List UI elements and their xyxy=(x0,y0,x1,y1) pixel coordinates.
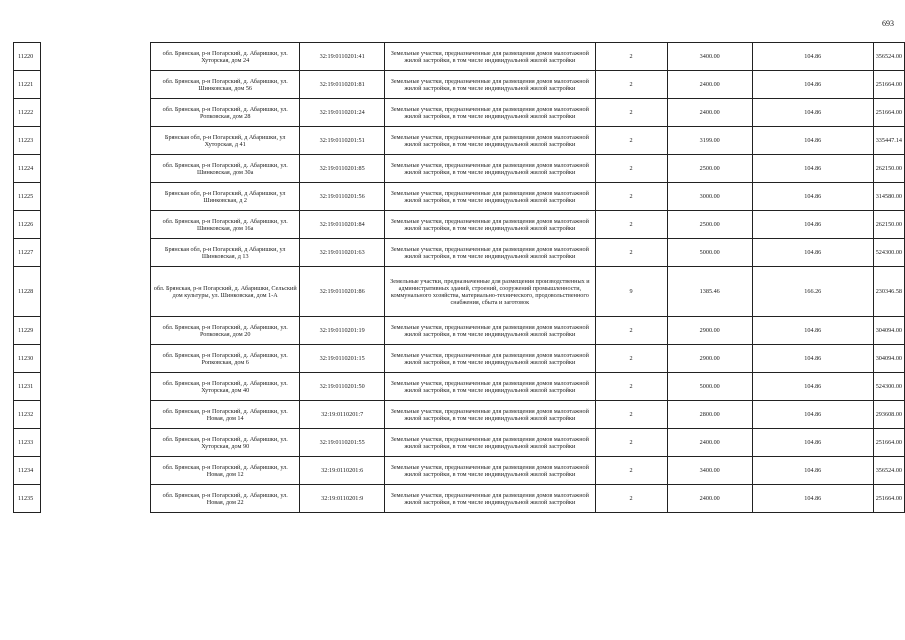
table-row xyxy=(14,401,905,429)
address-cell: обл. Брянская, р-н Погарский, д. Абаришки, ул. Новая, дом 12 xyxy=(151,457,300,485)
cadastral-number-cell: 32:19:0110201:6 xyxy=(300,457,385,485)
cadastral-number-cell: 32:19:0110201:24 xyxy=(300,99,385,127)
land-use-cell: Земельные участки, предназначенные для размещения домов малоэтажной жилой застройки, в том числе индивидуальной жилой застройки xyxy=(385,211,596,239)
record-number-cell: 11233 xyxy=(14,429,41,457)
specific-value-cell: 166.26 xyxy=(752,267,873,317)
area-cell: 3199.00 xyxy=(667,127,752,155)
address-cell: обл. Брянская, р-н Погарский, д. Абаришки, ул. Шинковская, дом 16а xyxy=(151,211,300,239)
area-cell: 3400.00 xyxy=(667,43,752,71)
area-cell: 2800.00 xyxy=(667,401,752,429)
specific-value-cell: 104.86 xyxy=(752,457,873,485)
use-group-cell: 2 xyxy=(595,239,667,267)
record-number-cell: 11234 xyxy=(14,457,41,485)
table-row xyxy=(14,183,905,211)
table-row xyxy=(14,317,905,345)
record-number-cell: 11223 xyxy=(14,127,41,155)
record-number-cell: 11232 xyxy=(14,401,41,429)
cadastral-value-cell: 524300.00 xyxy=(873,373,904,401)
page-number: 693 xyxy=(882,19,894,28)
spacer-cell xyxy=(40,317,150,345)
cadastral-value-cell: 251664.00 xyxy=(873,429,904,457)
cadastral-number-cell: 32:19:0110201:19 xyxy=(300,317,385,345)
record-number-cell: 11220 xyxy=(14,43,41,71)
specific-value-cell: 104.86 xyxy=(752,99,873,127)
table-row xyxy=(14,211,905,239)
land-use-cell: Земельные участки, предназначенные для размещения производственных и административных зданий, строений, сооружений промышленности, коммунального хозяйства, материально-технического, продовольственного снабжения, сбыта и заготовок xyxy=(385,267,596,317)
address-cell: обл. Брянская, р-н Погарский, д. Абаришки, Сельский дом культуры, ул. Шинковская, дом 1-А xyxy=(151,267,300,317)
address-cell: обл. Брянская, р-н Погарский, д. Абаришки, ул. Новая, дом 22 xyxy=(151,485,300,513)
table-row xyxy=(14,155,905,183)
address-cell: Брянская обл, р-н Погарский, д Абаришки, ул Шинковская, д 13 xyxy=(151,239,300,267)
cadastral-value-cell: 304094.00 xyxy=(873,345,904,373)
spacer-cell xyxy=(40,127,150,155)
cadastral-value-cell: 230346.58 xyxy=(873,267,904,317)
area-cell: 2400.00 xyxy=(667,485,752,513)
cadastral-value-cell: 262150.00 xyxy=(873,155,904,183)
table-row xyxy=(14,373,905,401)
area-cell: 2500.00 xyxy=(667,211,752,239)
cadastral-value-cell: 293608.00 xyxy=(873,401,904,429)
address-cell: обл. Брянская, р-н Погарский, д. Абаришки, ул. Хуторская, дом 40 xyxy=(151,373,300,401)
table-row xyxy=(14,239,905,267)
cadastral-number-cell: 32:19:0110201:63 xyxy=(300,239,385,267)
table-row xyxy=(14,127,905,155)
cadastral-number-cell: 32:19:0110201:85 xyxy=(300,155,385,183)
table-row xyxy=(14,99,905,127)
address-cell: обл. Брянская, р-н Погарский, д. Абаришки, ул. Хуторская, дом 90 xyxy=(151,429,300,457)
land-use-cell: Земельные участки, предназначенные для размещения домов малоэтажной жилой застройки, в том числе индивидуальной жилой застройки xyxy=(385,345,596,373)
spacer-cell xyxy=(40,155,150,183)
use-group-cell: 2 xyxy=(595,155,667,183)
specific-value-cell: 104.86 xyxy=(752,429,873,457)
table-row xyxy=(14,345,905,373)
cadastral-value-cell: 262150.00 xyxy=(873,211,904,239)
area-cell: 2500.00 xyxy=(667,155,752,183)
cadastral-value-cell: 251664.00 xyxy=(873,99,904,127)
use-group-cell: 2 xyxy=(595,99,667,127)
area-cell: 2400.00 xyxy=(667,71,752,99)
spacer-cell xyxy=(40,345,150,373)
cadastral-value-cell: 251664.00 xyxy=(873,485,904,513)
land-use-cell: Земельные участки, предназначенные для размещения домов малоэтажной жилой застройки, в том числе индивидуальной жилой застройки xyxy=(385,183,596,211)
address-cell: Брянская обл, р-н Погарский, д Абаришки, ул Шинковская, д 2 xyxy=(151,183,300,211)
spacer-cell xyxy=(40,183,150,211)
use-group-cell: 2 xyxy=(595,485,667,513)
spacer-cell xyxy=(40,43,150,71)
cadastral-number-cell: 32:19:0110201:7 xyxy=(300,401,385,429)
land-use-cell: Земельные участки, предназначенные для размещения домов малоэтажной жилой застройки, в том числе индивидуальной жилой застройки xyxy=(385,317,596,345)
spacer-cell xyxy=(40,239,150,267)
use-group-cell: 2 xyxy=(595,401,667,429)
area-cell: 2400.00 xyxy=(667,429,752,457)
specific-value-cell: 104.86 xyxy=(752,239,873,267)
specific-value-cell: 104.86 xyxy=(752,345,873,373)
use-group-cell: 2 xyxy=(595,457,667,485)
cadastral-number-cell: 32:19:0110201:41 xyxy=(300,43,385,71)
table-row xyxy=(14,457,905,485)
use-group-cell: 2 xyxy=(595,317,667,345)
land-use-cell: Земельные участки, предназначенные для размещения домов малоэтажной жилой застройки, в том числе индивидуальной жилой застройки xyxy=(385,457,596,485)
land-use-cell: Земельные участки, предназначенные для размещения домов малоэтажной жилой застройки, в том числе индивидуальной жилой застройки xyxy=(385,373,596,401)
specific-value-cell: 104.86 xyxy=(752,71,873,99)
land-use-cell: Земельные участки, предназначенные для размещения домов малоэтажной жилой застройки, в том числе индивидуальной жилой застройки xyxy=(385,127,596,155)
specific-value-cell: 104.86 xyxy=(752,373,873,401)
land-cadastral-table xyxy=(13,42,905,513)
specific-value-cell: 104.86 xyxy=(752,317,873,345)
use-group-cell: 2 xyxy=(595,127,667,155)
table-row xyxy=(14,267,905,317)
record-number-cell: 11229 xyxy=(14,317,41,345)
record-number-cell: 11225 xyxy=(14,183,41,211)
specific-value-cell: 104.86 xyxy=(752,485,873,513)
address-cell: Брянская обл, р-н Погарский, д Абаришки, ул Хуторская, д 41 xyxy=(151,127,300,155)
cadastral-value-cell: 356524.00 xyxy=(873,457,904,485)
cadastral-number-cell: 32:19:0110201:9 xyxy=(300,485,385,513)
address-cell: обл. Брянская, р-н Погарский, д. Абаришки, ул. Ропковская, дом 28 xyxy=(151,99,300,127)
use-group-cell: 2 xyxy=(595,345,667,373)
cadastral-number-cell: 32:19:0110201:55 xyxy=(300,429,385,457)
cadastral-value-cell: 335447.14 xyxy=(873,127,904,155)
land-use-cell: Земельные участки, предназначенные для размещения домов малоэтажной жилой застройки, в том числе индивидуальной жилой застройки xyxy=(385,401,596,429)
spacer-cell xyxy=(40,99,150,127)
use-group-cell: 2 xyxy=(595,373,667,401)
area-cell: 5000.00 xyxy=(667,373,752,401)
record-number-cell: 11231 xyxy=(14,373,41,401)
land-use-cell: Земельные участки, предназначенные для размещения домов малоэтажной жилой застройки, в том числе индивидуальной жилой застройки xyxy=(385,99,596,127)
land-use-cell: Земельные участки, предназначенные для размещения домов малоэтажной жилой застройки, в том числе индивидуальной жилой застройки xyxy=(385,71,596,99)
area-cell: 2900.00 xyxy=(667,345,752,373)
cadastral-number-cell: 32:19:0110201:50 xyxy=(300,373,385,401)
specific-value-cell: 104.86 xyxy=(752,155,873,183)
use-group-cell: 2 xyxy=(595,43,667,71)
land-use-cell: Земельные участки, предназначенные для размещения домов малоэтажной жилой застройки, в том числе индивидуальной жилой застройки xyxy=(385,239,596,267)
land-use-cell: Земельные участки, предназначенные для размещения домов малоэтажной жилой застройки, в том числе индивидуальной жилой застройки xyxy=(385,155,596,183)
record-number-cell: 11224 xyxy=(14,155,41,183)
cadastral-number-cell: 32:19:0110201:84 xyxy=(300,211,385,239)
specific-value-cell: 104.86 xyxy=(752,183,873,211)
cadastral-number-cell: 32:19:0110201:51 xyxy=(300,127,385,155)
area-cell: 2900.00 xyxy=(667,317,752,345)
address-cell: обл. Брянская, р-н Погарский, д. Абаришки, ул. Хуторская, дом 24 xyxy=(151,43,300,71)
address-cell: обл. Брянская, р-н Погарский, д. Абаришки, ул. Новая, дом 14 xyxy=(151,401,300,429)
use-group-cell: 2 xyxy=(595,429,667,457)
use-group-cell: 2 xyxy=(595,211,667,239)
cadastral-value-cell: 251664.00 xyxy=(873,71,904,99)
record-number-cell: 11222 xyxy=(14,99,41,127)
table-row xyxy=(14,429,905,457)
cadastral-number-cell: 32:19:0110201:81 xyxy=(300,71,385,99)
cadastral-value-cell: 304094.00 xyxy=(873,317,904,345)
specific-value-cell: 104.86 xyxy=(752,401,873,429)
spacer-cell xyxy=(40,267,150,317)
cadastral-value-cell: 356524.00 xyxy=(873,43,904,71)
land-use-cell: Земельные участки, предназначенные для размещения домов малоэтажной жилой застройки, в том числе индивидуальной жилой застройки xyxy=(385,43,596,71)
area-cell: 2400.00 xyxy=(667,99,752,127)
record-number-cell: 11227 xyxy=(14,239,41,267)
table-row xyxy=(14,485,905,513)
table-row xyxy=(14,71,905,99)
cadastral-value-cell: 314580.00 xyxy=(873,183,904,211)
use-group-cell: 2 xyxy=(595,71,667,99)
land-use-cell: Земельные участки, предназначенные для размещения домов малоэтажной жилой застройки, в том числе индивидуальной жилой застройки xyxy=(385,429,596,457)
land-use-cell: Земельные участки, предназначенные для размещения домов малоэтажной жилой застройки, в том числе индивидуальной жилой застройки xyxy=(385,485,596,513)
cadastral-number-cell: 32:19:0110201:86 xyxy=(300,267,385,317)
record-number-cell: 11221 xyxy=(14,71,41,99)
cadastral-number-cell: 32:19:0110201:15 xyxy=(300,345,385,373)
address-cell: обл. Брянская, р-н Погарский, д. Абаришки, ул. Шинковская, дом 30а xyxy=(151,155,300,183)
record-number-cell: 11230 xyxy=(14,345,41,373)
address-cell: обл. Брянская, р-н Погарский, д. Абаришки, ул. Ропковская, дом 20 xyxy=(151,317,300,345)
use-group-cell: 9 xyxy=(595,267,667,317)
spacer-cell xyxy=(40,373,150,401)
spacer-cell xyxy=(40,401,150,429)
area-cell: 3400.00 xyxy=(667,457,752,485)
cadastral-value-cell: 524300.00 xyxy=(873,239,904,267)
spacer-cell xyxy=(40,71,150,99)
record-number-cell: 11226 xyxy=(14,211,41,239)
spacer-cell xyxy=(40,485,150,513)
record-number-cell: 11228 xyxy=(14,267,41,317)
area-cell: 3000.00 xyxy=(667,183,752,211)
specific-value-cell: 104.86 xyxy=(752,211,873,239)
use-group-cell: 2 xyxy=(595,183,667,211)
area-cell: 5000.00 xyxy=(667,239,752,267)
table-row xyxy=(14,43,905,71)
record-number-cell: 11235 xyxy=(14,485,41,513)
spacer-cell xyxy=(40,457,150,485)
spacer-cell xyxy=(40,211,150,239)
address-cell: обл. Брянская, р-н Погарский, д. Абаришки, ул. Ропковская, дом 6 xyxy=(151,345,300,373)
area-cell: 1385.46 xyxy=(667,267,752,317)
specific-value-cell: 104.86 xyxy=(752,43,873,71)
cadastral-number-cell: 32:19:0110201:56 xyxy=(300,183,385,211)
spacer-cell xyxy=(40,429,150,457)
specific-value-cell: 104.86 xyxy=(752,127,873,155)
address-cell: обл. Брянская, р-н Погарский, д. Абаришки, ул. Шинковская, дом 56 xyxy=(151,71,300,99)
